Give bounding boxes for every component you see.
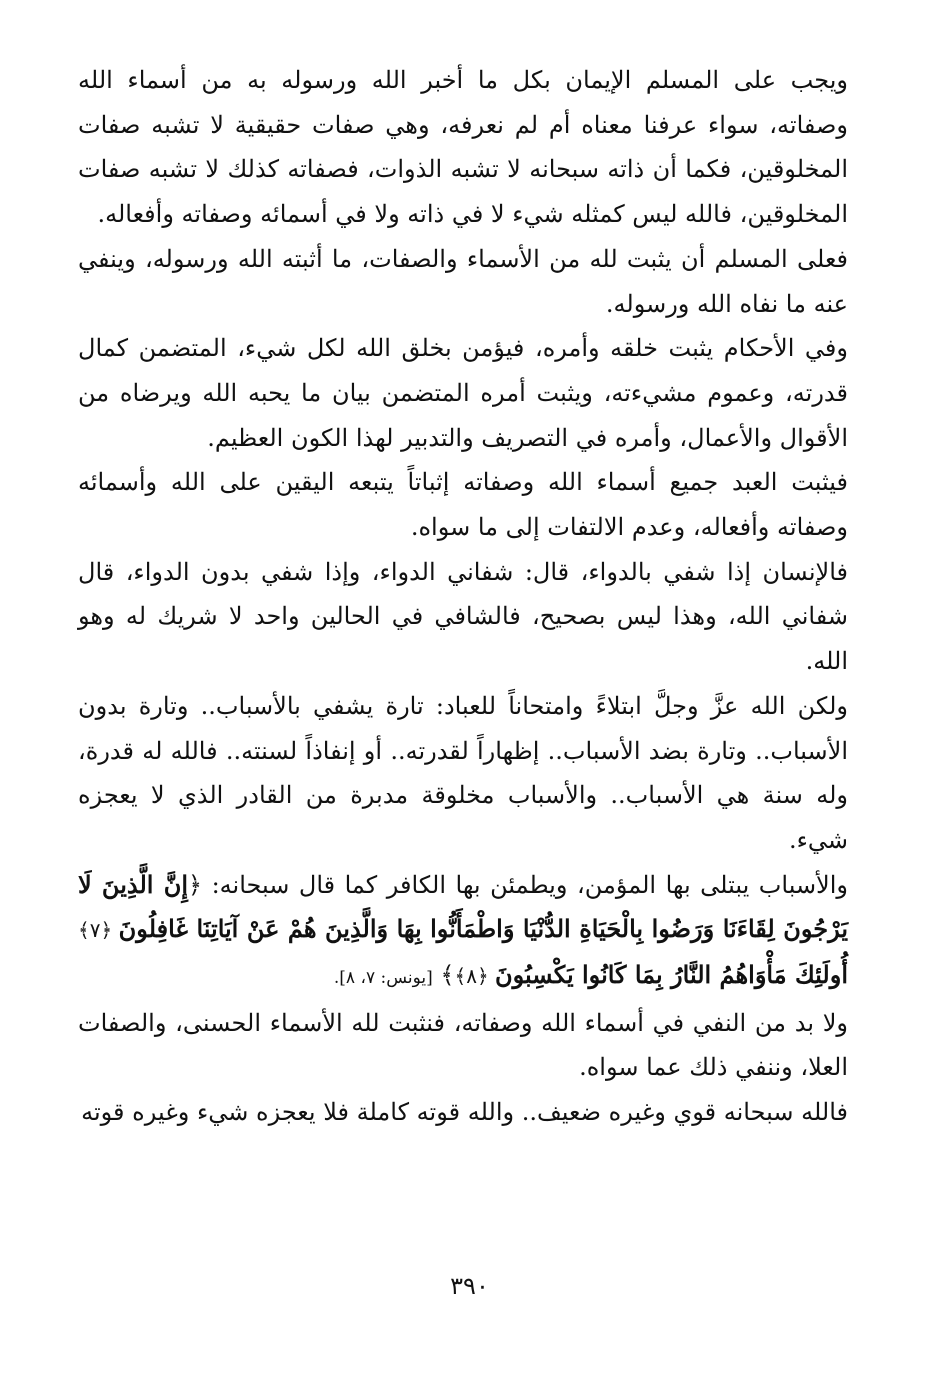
paragraph-2: فعلى المسلم أن يثبت لله من الأسماء والصفات، ما أثبته الله ورسوله، وينفي عنه ما نفاه الله ورسوله. [78, 244, 848, 318]
quran-close-bracket: ﴾ [432, 961, 455, 990]
paragraph-3: وفي الأحكام يثبت خلقه وأمره، فيؤمن بخلق الله لكل شيء، المتضمن كمال قدرته، وعموم مشيءته، ويثبت أمره المتضمن بيان ما يحبه الله ويرضاه من الأقوال والأعمال، وأمره في التصريف والتدبير لهذا الكون العظيم. [78, 334, 848, 452]
quran-open-bracket: ﴿ [188, 870, 203, 899]
quran-citation: [يونس: ٧، ٨]. [333, 968, 433, 989]
paragraph-1: ويجب على المسلم الإيمان بكل ما أخبر الله ورسوله به من أسماء الله وصفاته، سواء عرفنا معناه أم لم نعرفه، وهي صفات حقيقية لا تشبه صفات المخلوقين، فكما أن ذاته سبحانه لا تشبه الذوات، فصفاته كذلك لا تشبه صفات المخلوقين، فالله ليس كمثله شيء لا في ذاته ولا في أسمائه وصفاته وأفعاله. [78, 66, 848, 229]
quran-verse-part2: أُولَئِكَ مَأْوَاهُمُ النَّارُ بِمَا كَانُوا يَكْسِبُونَ [495, 960, 848, 990]
paragraph-4: فيثبت العبد جميع أسماء الله وصفاته إثباتاً يتبعه اليقين على الله وأسمائه وصفاته وأفعاله، وعدم الالتفات إلى ما سواه. [78, 468, 848, 542]
quran-paragraph [78, 863, 848, 1001]
paragraph-6: ولكن الله عزَّ وجلَّ ابتلاءً وامتحاناً للعباد: تارة يشفي بالأسباب.. وتارة بدون الأسباب.. وتارة بضد الأسباب.. إظهاراً لقدرته.. أو إنفاذاً لسنته.. فالله له قدرة، وله سنة هي الأسباب.. والأسباب مخلوقة مدبرة من القادر الذي لا يعجزه شيء. [78, 691, 848, 854]
paragraph-8: ولا بد من النفي في أسماء الله وصفاته، فنثبت لله الأسماء الحسنى، والصفات العلا، وننفي ذلك عما سواه. [78, 1008, 848, 1082]
paragraph-5: فالإنسان إذا شفي بالدواء، قال: شفاني الدواء، وإذا شفي بدون الدواء، قال شفاني الله، وهذا ليس بصحيح، فالشافي في الحالين واحد لا شريك له وهو الله. [78, 557, 848, 676]
ayah-marker-7: ﴿٧﴾ [78, 918, 119, 943]
page-number: ٣٩٠ [450, 1272, 489, 1300]
quran-intro: والأسباب يبتلى بها المؤمن، ويطمئن بها الكافر كما قال سبحانه: [202, 870, 848, 899]
body-text [78, 58, 848, 1135]
quran-verse-part1: إِنَّ الَّذِينَ لَا يَرْجُونَ لِقَاءَنَا وَرَضُوا بِالْحَيَاةِ الدُّنْيَا وَاطْمَأَنُّوا بِهَا وَالَّذِينَ هُمْ عَنْ آيَاتِنَا غَافِلُونَ [78, 869, 848, 944]
ayah-marker-8: ﴿٨﴾ [454, 964, 496, 989]
paragraph-9: فالله سبحانه قوي وغيره ضعيف.. والله قوته كاملة فلا يعجزه شيء وغيره قوته [81, 1098, 848, 1127]
